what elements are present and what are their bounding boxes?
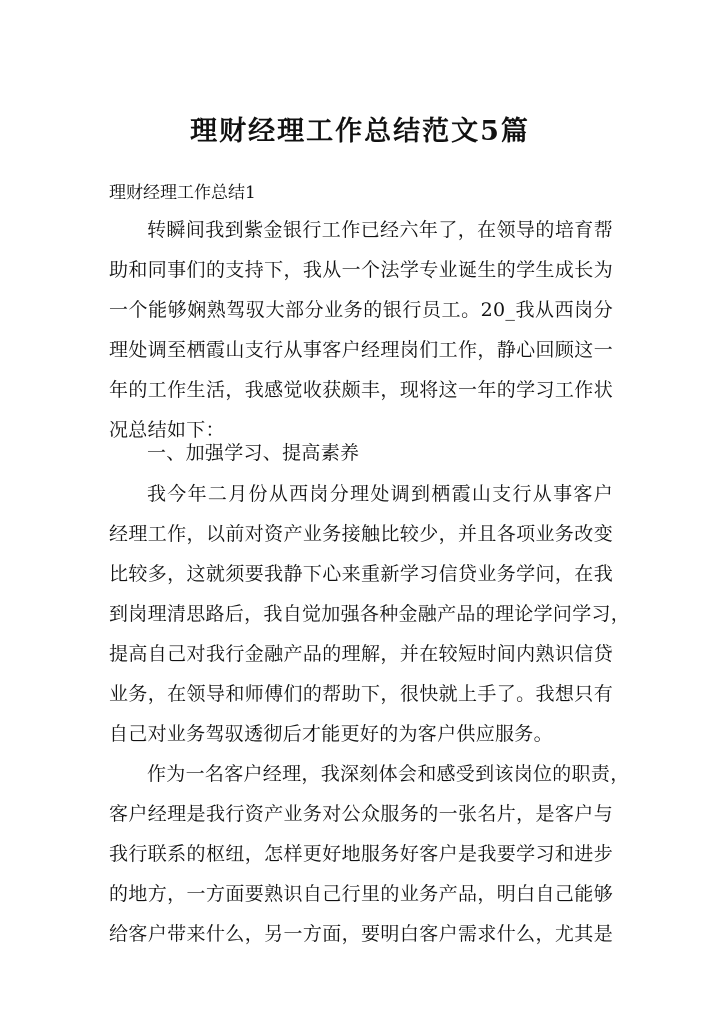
paragraph-line: 理处调至栖霞山支行从事客户经理岗们工作，静心回顾这一 [109, 339, 613, 361]
subheading-line: 一、加强学习、提高素养 [147, 442, 360, 464]
paragraph-line: 自己对业务驾驭透彻后才能更好的为客户供应服务。 [109, 723, 553, 745]
paragraph-line: 提高自己对我行金融产品的理解，并在较短时间内熟识信贷 [109, 643, 613, 665]
paragraph-line: 我行联系的枢纽，怎样更好地服务好客户是我要学习和进步 [109, 843, 613, 865]
paragraph-line: 给客户带来什么，另一方面，要明白客户需求什么，尤其是 [109, 923, 613, 945]
paragraph-line: 的地方，一方面要熟识自己行里的业务产品，明白自己能够 [109, 883, 613, 905]
paragraph-line: 业务，在领导和师傅们的帮助下，很快就上手了。我想只有 [109, 683, 613, 705]
paragraph-line: 经理工作，以前对资产业务接触比较少，并且各项业务改变 [109, 523, 613, 545]
paragraph-line: 况总结如下： [109, 419, 225, 441]
paragraph-line: 转瞬间我到紫金银行工作已经六年了，在领导的培育帮 [147, 219, 613, 241]
paragraph-line: 作为一名客户经理，我深刻体会和感受到该岗位的职责， [147, 763, 630, 785]
paragraph-line: 一个能够娴熟驾驭大部分业务的银行员工。20_我从西岗分 [109, 299, 613, 321]
paragraph-line: 助和同事们的支持下，我从一个法学专业诞生的学生成长为 [109, 259, 613, 281]
paragraph-line: 年的工作生活，我感觉收获颇丰，现将这一年的学习工作状 [109, 379, 613, 401]
paragraph-line: 比较多，这就须要我静下心来重新学习信贷业务学问，在我 [109, 563, 613, 585]
paragraph-line: 我今年二月份从西岗分理处调到栖霞山支行从事客户 [147, 483, 613, 505]
paragraph-line: 到岗理清思路后，我自觉加强各种金融产品的理论学问学习， [109, 603, 631, 625]
section-heading: 理财经理工作总结1 [109, 183, 256, 203]
document-title: 理财经理工作总结范文5篇 [190, 116, 530, 147]
paragraph-line: 客户经理是我行资产业务对公众服务的一张名片，是客户与 [109, 803, 613, 825]
